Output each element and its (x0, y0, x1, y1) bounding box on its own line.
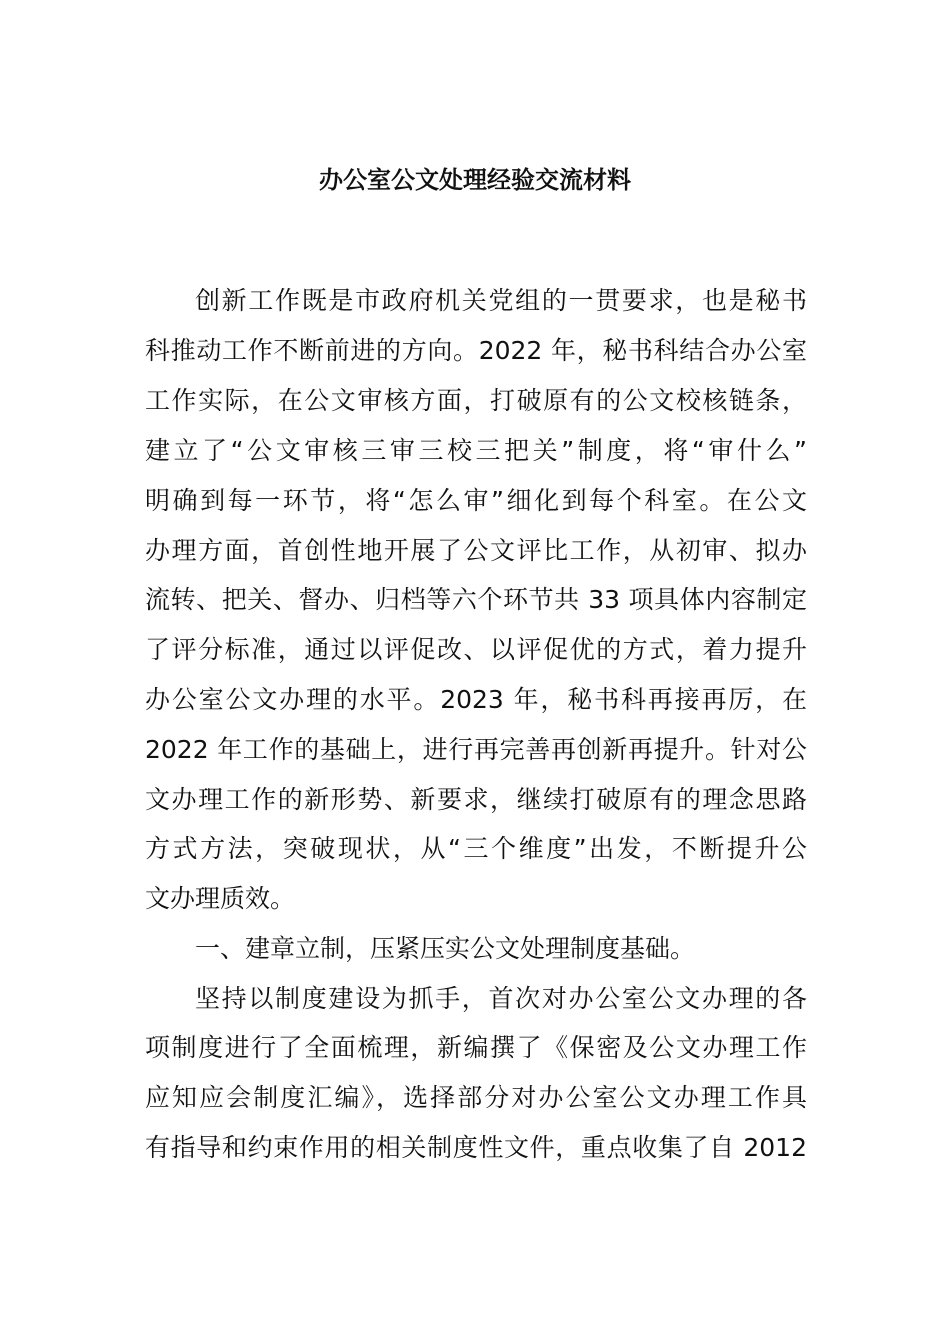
paragraph-line: 明确到每一环节，将“怎么审”细化到每个科室。在公文 (145, 486, 807, 515)
paragraph-line: 流转、把关、督办、归档等六个环节共 33 项具体内容制定 (145, 585, 807, 614)
paragraph-line: 工作实际，在公文审核方面，打破原有的公文校核链条， (145, 386, 807, 415)
paragraph-line: 办理方面，首创性地开展了公文评比工作，从初审、拟办 (145, 536, 807, 565)
paragraph-line: 创新工作既是市政府机关党组的一贯要求，也是秘书 (195, 286, 807, 315)
paragraph-line: 2022 年工作的基础上，进行再完善再创新再提升。针对公 (145, 735, 807, 764)
paragraph-line: 应知应会制度汇编》，选择部分对办公室公文办理工作具 (145, 1083, 807, 1112)
section-heading: 一、建章立制，压紧压实公文处理制度基础。 (195, 934, 696, 963)
paragraph-line: 方式方法，突破现状，从“三个维度”出发，不断提升公 (145, 834, 807, 863)
paragraph-line: 有指导和约束作用的相关制度性文件，重点收集了自 2012 (145, 1133, 807, 1162)
paragraph-line: 了评分标准，通过以评促改、以评促优的方式，着力提升 (145, 635, 807, 664)
paragraph-line: 坚持以制度建设为抓手，首次对办公室公文办理的各 (195, 984, 807, 1013)
paragraph-line: 建立了“公文审核三审三校三把关”制度，将“审什么” (145, 436, 807, 465)
paragraph-line: 科推动工作不断前进的方向。2022 年，秘书科结合办公室 (145, 336, 807, 365)
paragraph-line: 文办理工作的新形势、新要求，继续打破原有的理念思路 (145, 785, 807, 814)
document-title: 办公室公文处理经验交流材料 (319, 166, 631, 194)
paragraph-line: 办公室公文办理的水平。2023 年，秘书科再接再厉，在 (145, 685, 807, 714)
paragraph-line: 项制度进行了全面梳理，新编撰了《保密及公文办理工作 (145, 1033, 807, 1062)
paragraph-line: 文办理质效。 (145, 884, 296, 913)
